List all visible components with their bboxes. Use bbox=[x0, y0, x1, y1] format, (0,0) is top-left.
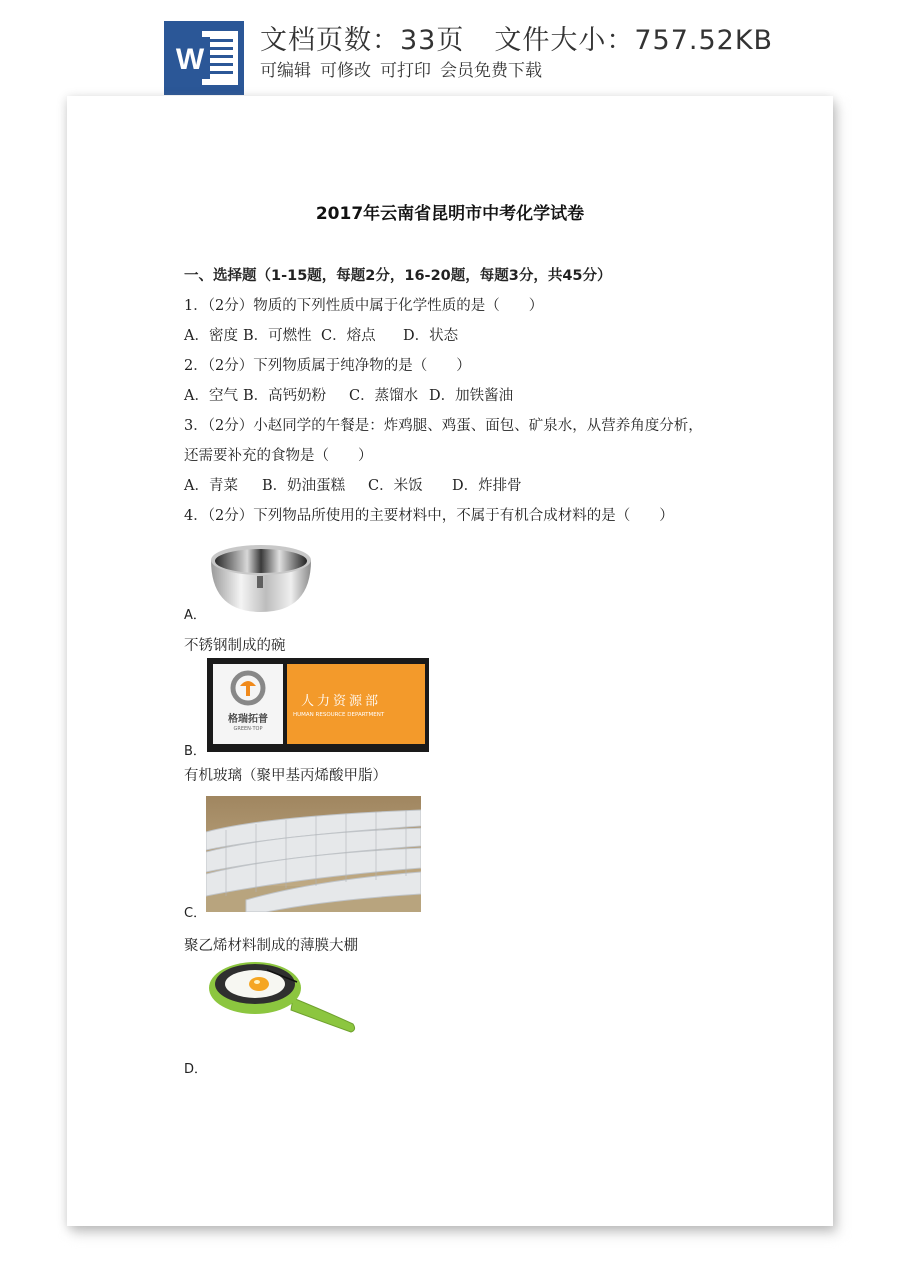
question-4-stem: 4．（2分）下列物品所使用的主要材料中，不属于有机合成材料的是（ ） bbox=[184, 508, 674, 524]
logo-text: 格瑞拓普 bbox=[228, 714, 268, 725]
page-count: 文档页数：33页 bbox=[260, 25, 465, 56]
choice-d-letter: D． bbox=[184, 1062, 208, 1077]
question-2-options bbox=[184, 384, 513, 405]
option: A．密度 bbox=[184, 328, 238, 344]
option: C．米饭 bbox=[368, 478, 423, 494]
logo-subtext: GREEN·TOP bbox=[233, 726, 263, 732]
frying-pan-image bbox=[207, 958, 359, 1042]
section-heading: 一、选择题（1-15题，每题2分，16-20题，每题3分，共45分） bbox=[184, 268, 612, 284]
feature-editable: 可编辑 bbox=[260, 61, 311, 81]
option: B．可燃性 bbox=[243, 328, 312, 344]
stainless-steel-bowl-image bbox=[207, 540, 315, 614]
file-size: 文件大小：757.52KB bbox=[494, 25, 774, 56]
choice-a-letter: A． bbox=[184, 608, 206, 623]
sign-orange-panel bbox=[287, 664, 425, 744]
word-document-icon bbox=[164, 21, 244, 95]
feature-list bbox=[260, 56, 551, 81]
svg-text:W: W bbox=[175, 43, 205, 76]
question-3-stem-line2: 还需要补充的食物是（ ） bbox=[184, 448, 373, 464]
question-1-options bbox=[184, 324, 458, 345]
file-info bbox=[260, 18, 773, 57]
choice-a-caption: 不锈钢制成的碗 bbox=[184, 638, 286, 654]
acrylic-sign-image bbox=[207, 658, 429, 752]
choice-c-caption: 聚乙烯材料制成的薄膜大棚 bbox=[184, 938, 358, 954]
option: D．状态 bbox=[403, 328, 459, 344]
sign-subtext: HUMAN RESOURCE DEPARTMENT bbox=[293, 712, 385, 718]
choice-c-letter: C． bbox=[184, 906, 207, 921]
question-3-options bbox=[184, 474, 522, 495]
sign-text: 人力资源部 bbox=[301, 694, 382, 709]
download-banner bbox=[0, 0, 900, 100]
option: C．蒸馏水 bbox=[349, 388, 419, 404]
option: B．奶油蛋糕 bbox=[262, 478, 346, 494]
question-2-stem: 2．（2分）下列物质属于纯净物的是（ ） bbox=[184, 358, 471, 374]
feature-modifiable: 可修改 bbox=[320, 61, 371, 81]
question-3-stem-line1: 3．（2分）小赵同学的午餐是：炸鸡腿、鸡蛋、面包、矿泉水，从营养角度分析， bbox=[184, 418, 703, 434]
option: D．加铁酱油 bbox=[429, 388, 514, 404]
choice-b-caption: 有机玻璃（聚甲基丙烯酸甲脂） bbox=[184, 768, 387, 784]
document-page bbox=[67, 96, 833, 1226]
document-title: 2017年云南省昆明市中考化学试卷 bbox=[315, 204, 585, 224]
option: A．青菜 bbox=[184, 478, 238, 494]
greenhouse-image bbox=[206, 796, 421, 912]
option: A．空气 bbox=[184, 388, 238, 404]
option: C．熔点 bbox=[321, 328, 376, 344]
option: B．高钙奶粉 bbox=[243, 388, 327, 404]
question-1-stem: 1．（2分）物质的下列性质中属于化学性质的是（ ） bbox=[184, 298, 544, 314]
feature-printable: 可打印 bbox=[380, 61, 431, 81]
choice-b-letter: B． bbox=[184, 744, 206, 759]
sign-logo-panel bbox=[213, 664, 283, 744]
feature-member-download[interactable]: 会员免费下载 bbox=[440, 61, 542, 81]
mushroom-logo-icon bbox=[230, 670, 266, 706]
option: D．炸排骨 bbox=[452, 478, 522, 494]
